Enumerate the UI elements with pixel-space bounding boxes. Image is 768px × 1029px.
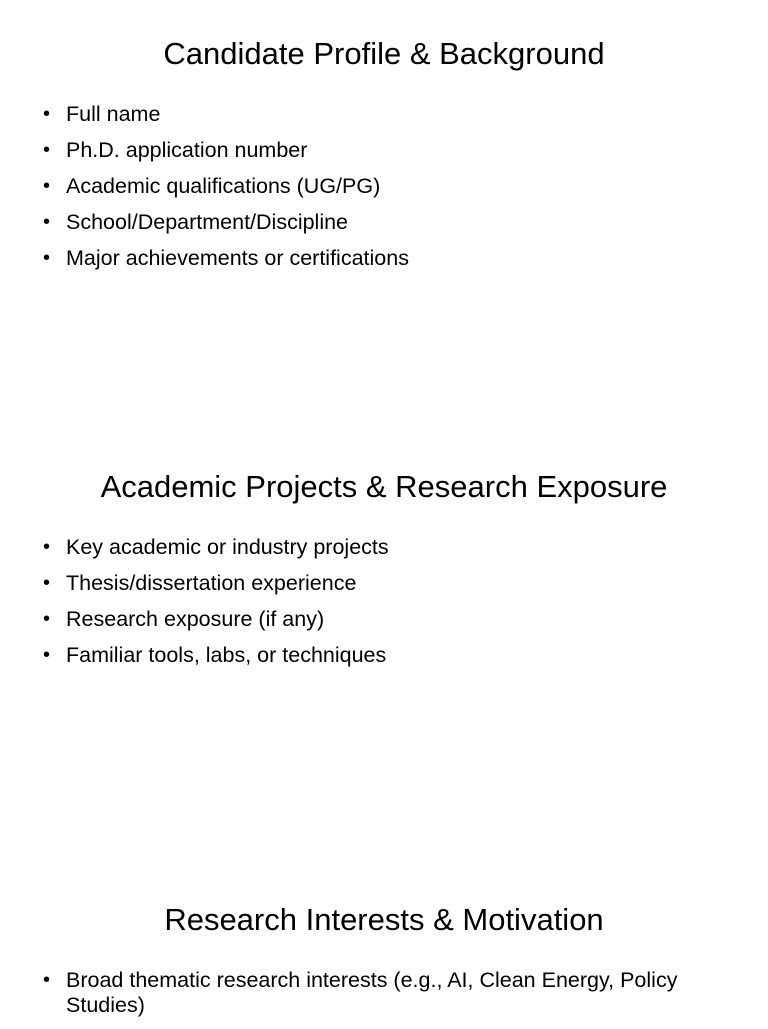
slide-title: Academic Projects & Research Exposure bbox=[100, 469, 668, 504]
bullet-item: • School/Department/Discipline bbox=[40, 210, 730, 235]
bullet-item: • Broad thematic research interests (e.g., AI, Clean Energy, Policy Studies) bbox=[40, 968, 730, 1018]
bullet-list bbox=[40, 102, 730, 282]
bullet-item: • Full name bbox=[40, 102, 730, 127]
bullet-item: • Familiar tools, labs, or techniques bbox=[40, 643, 730, 668]
bullet-item: • Key academic or industry projects bbox=[40, 535, 730, 560]
bullet-item: • Major achievements or certifications bbox=[40, 246, 730, 271]
slide-title: Research Interests & Motivation bbox=[164, 902, 604, 937]
bullet-list bbox=[40, 968, 730, 1029]
bullet-item: • Academic qualifications (UG/PG) bbox=[40, 174, 730, 199]
slide-title: Candidate Profile & Background bbox=[163, 36, 605, 71]
bullet-item: • Ph.D. application number bbox=[40, 138, 730, 163]
bullet-item: • Thesis/dissertation experience bbox=[40, 571, 730, 596]
bullet-list bbox=[40, 535, 730, 679]
bullet-item: • Research exposure (if any) bbox=[40, 607, 730, 632]
